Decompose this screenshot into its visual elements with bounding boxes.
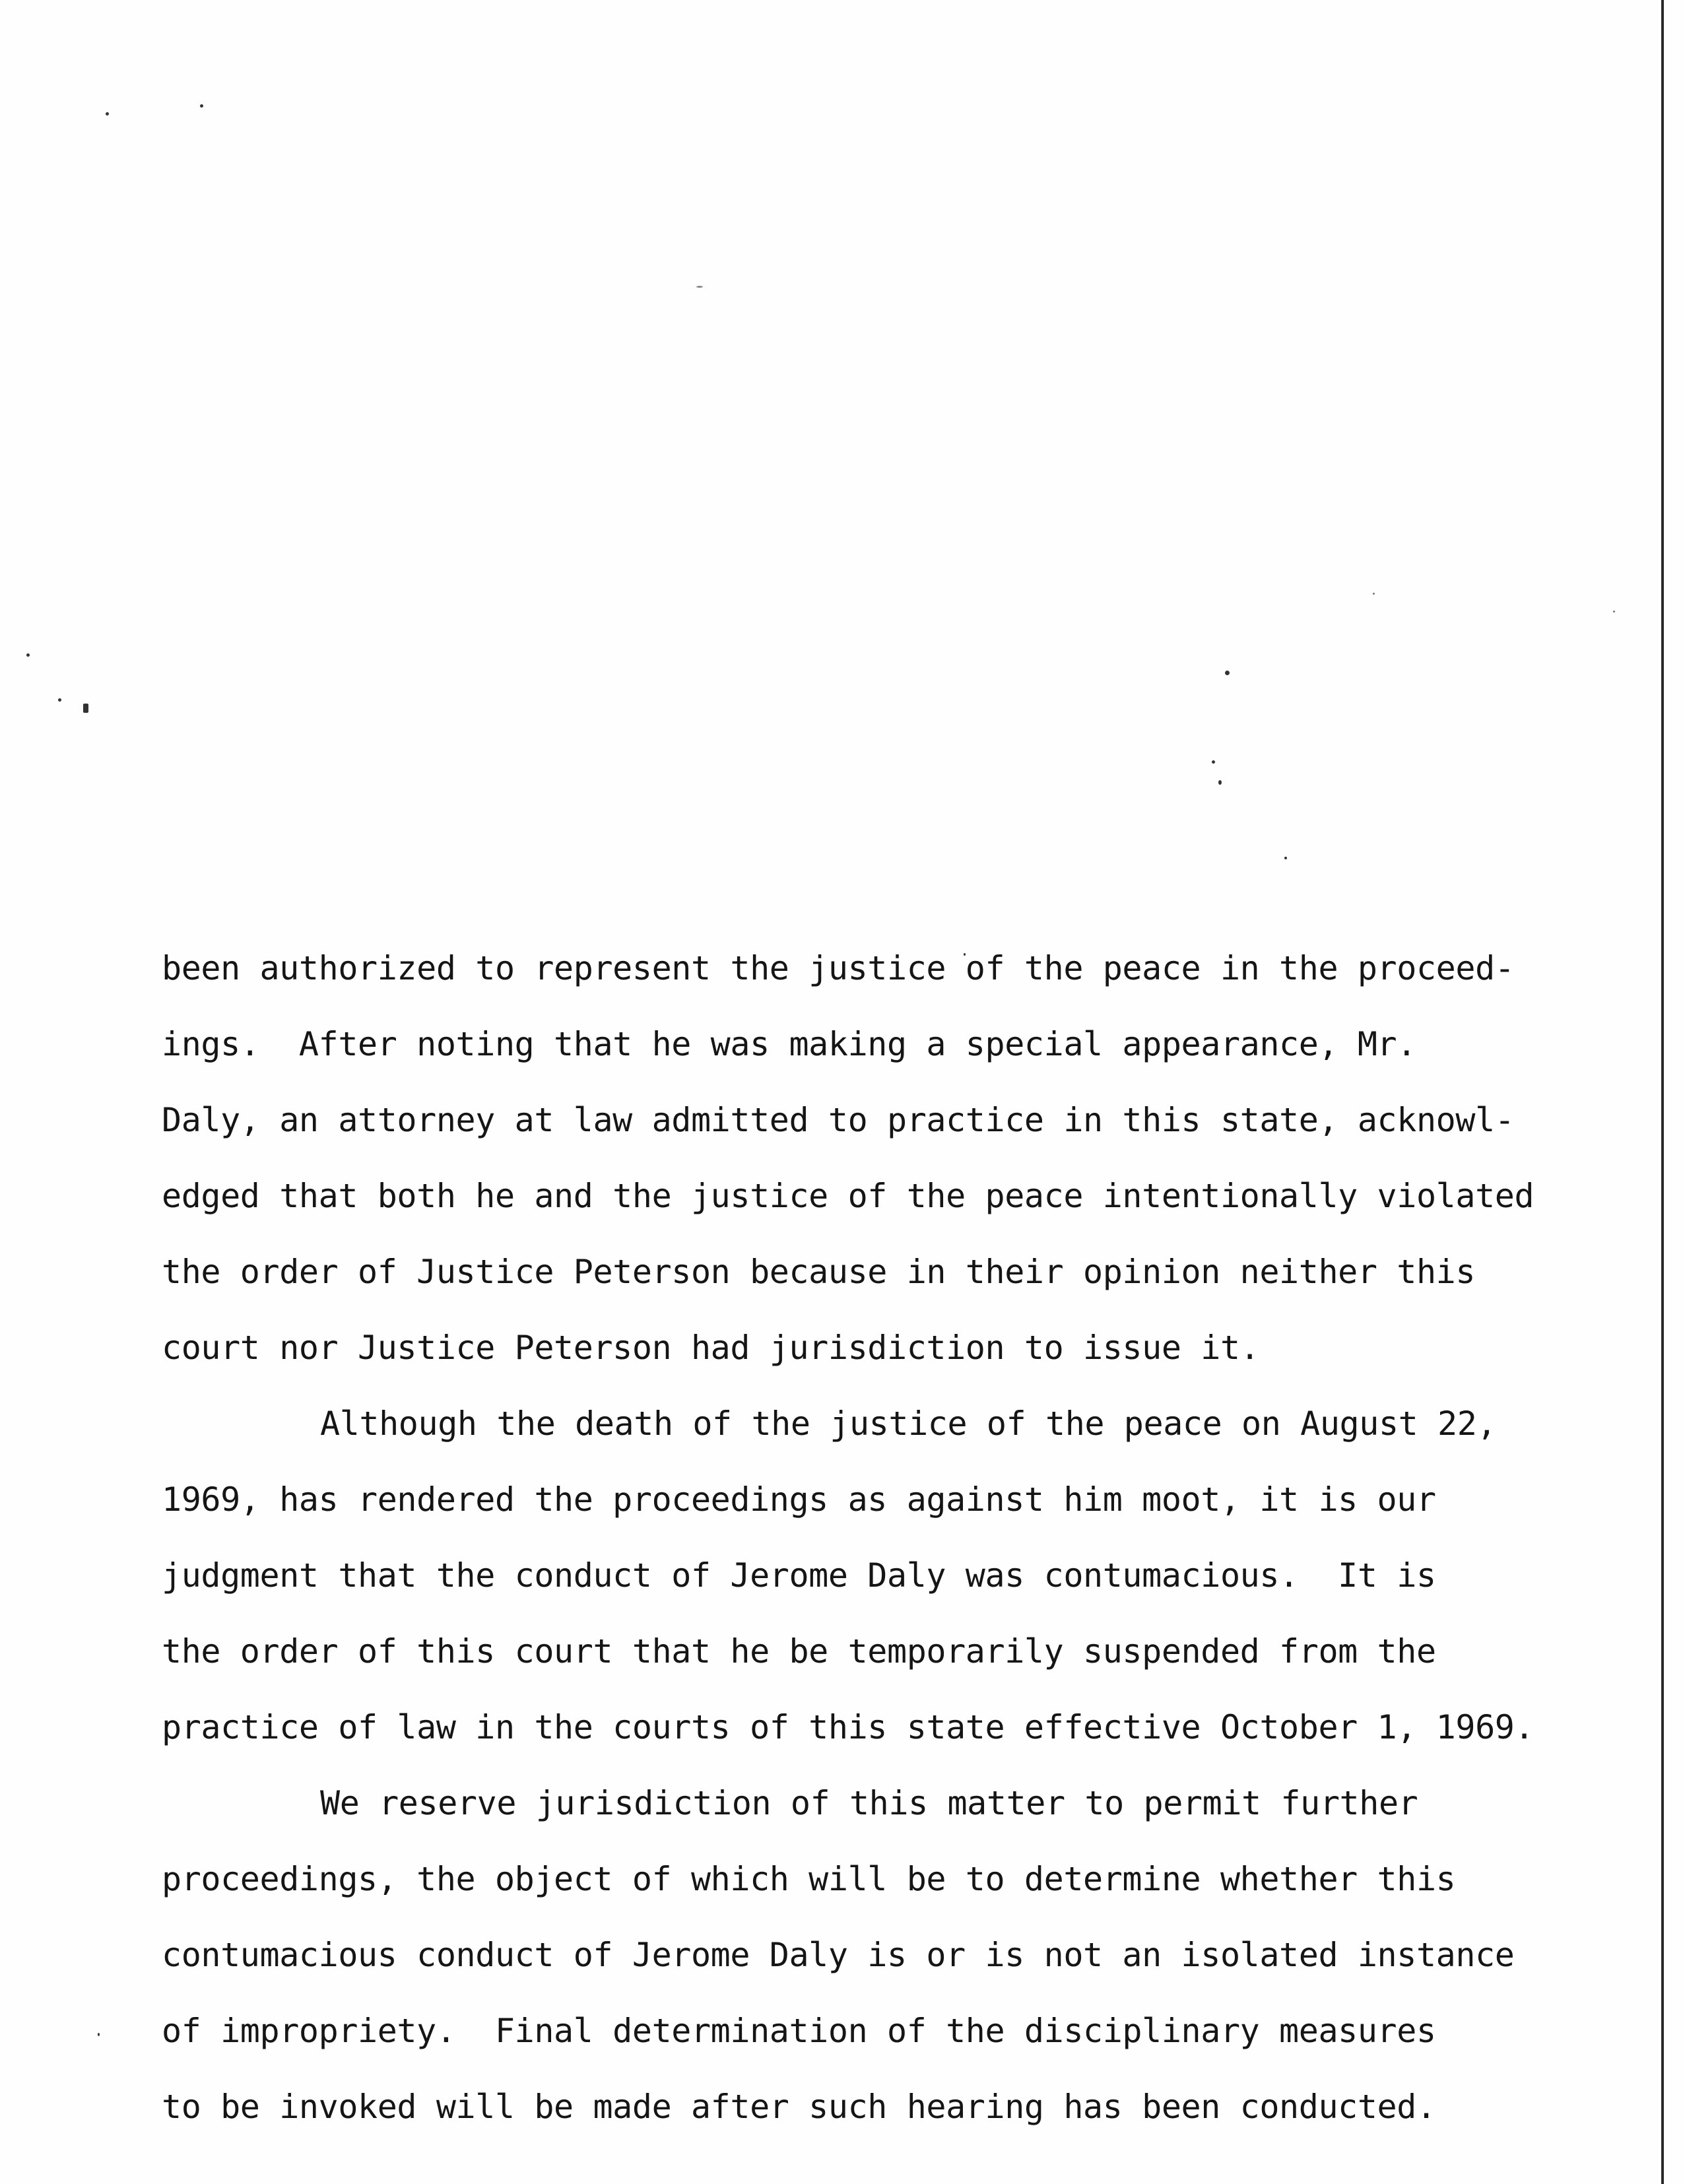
- paragraph: [162, 1766, 1614, 2145]
- text-line: proceedings, the object of which will be to determine whether this: [162, 1860, 1456, 1898]
- text-line: the order of this court that he be temporarily suspended from the: [162, 1632, 1436, 1671]
- text-line: edged that both he and the justice of the peace intentionally violated: [162, 1177, 1534, 1215]
- text-line: practice of law in the courts of this state effective October 1, 1969.: [162, 1708, 1534, 1746]
- scan-speck: [83, 704, 88, 713]
- scan-speck: [58, 698, 61, 702]
- paragraph: [162, 931, 1614, 1386]
- text-line: ings. After noting that he was making a special appearance, Mr.: [162, 1025, 1416, 1063]
- paragraph: [162, 1386, 1614, 1766]
- scan-speck: [200, 104, 203, 108]
- scan-speck: [1284, 857, 1287, 859]
- text-line: 1969, has rendered the proceedings as against him moot, it is our: [162, 1480, 1436, 1519]
- scan-speck: [1225, 671, 1230, 675]
- text-line: court nor Justice Peterson had jurisdiction to issue it.: [162, 1329, 1260, 1367]
- scan-speck: [98, 2033, 100, 2036]
- scan-speck: [26, 653, 30, 657]
- text-line: Although the death of the justice of the peace on August 22,: [320, 1405, 1497, 1443]
- scan-speck: [1613, 611, 1615, 612]
- scan-speck: [1373, 593, 1375, 595]
- text-line: We reserve jurisdiction of this matter to permit further: [320, 1784, 1418, 1822]
- text-line: been authorized to represent the justice of the peace in the proceed-: [162, 949, 1515, 987]
- text-line: the order of Justice Peterson because in their opinion neither this: [162, 1253, 1476, 1291]
- scan-speck: [696, 286, 703, 288]
- text-line: Daly, an attorney at law admitted to practice in this state, acknowl-: [162, 1101, 1515, 1139]
- document-body: [162, 931, 1614, 2145]
- scan-speck: [1212, 760, 1215, 764]
- scan-speck: [106, 112, 109, 116]
- text-line: to be invoked will be made after such hearing has been conducted.: [162, 2088, 1436, 2126]
- page-edge-line: [1661, 0, 1664, 2184]
- scan-speck: [1218, 780, 1222, 785]
- text-line: of impropriety. Final determination of the disciplinary measures: [162, 2012, 1436, 2050]
- text-line: contumacious conduct of Jerome Daly is or is not an isolated instance: [162, 1936, 1515, 1974]
- text-line: judgment that the conduct of Jerome Daly was contumacious. It is: [162, 1556, 1436, 1595]
